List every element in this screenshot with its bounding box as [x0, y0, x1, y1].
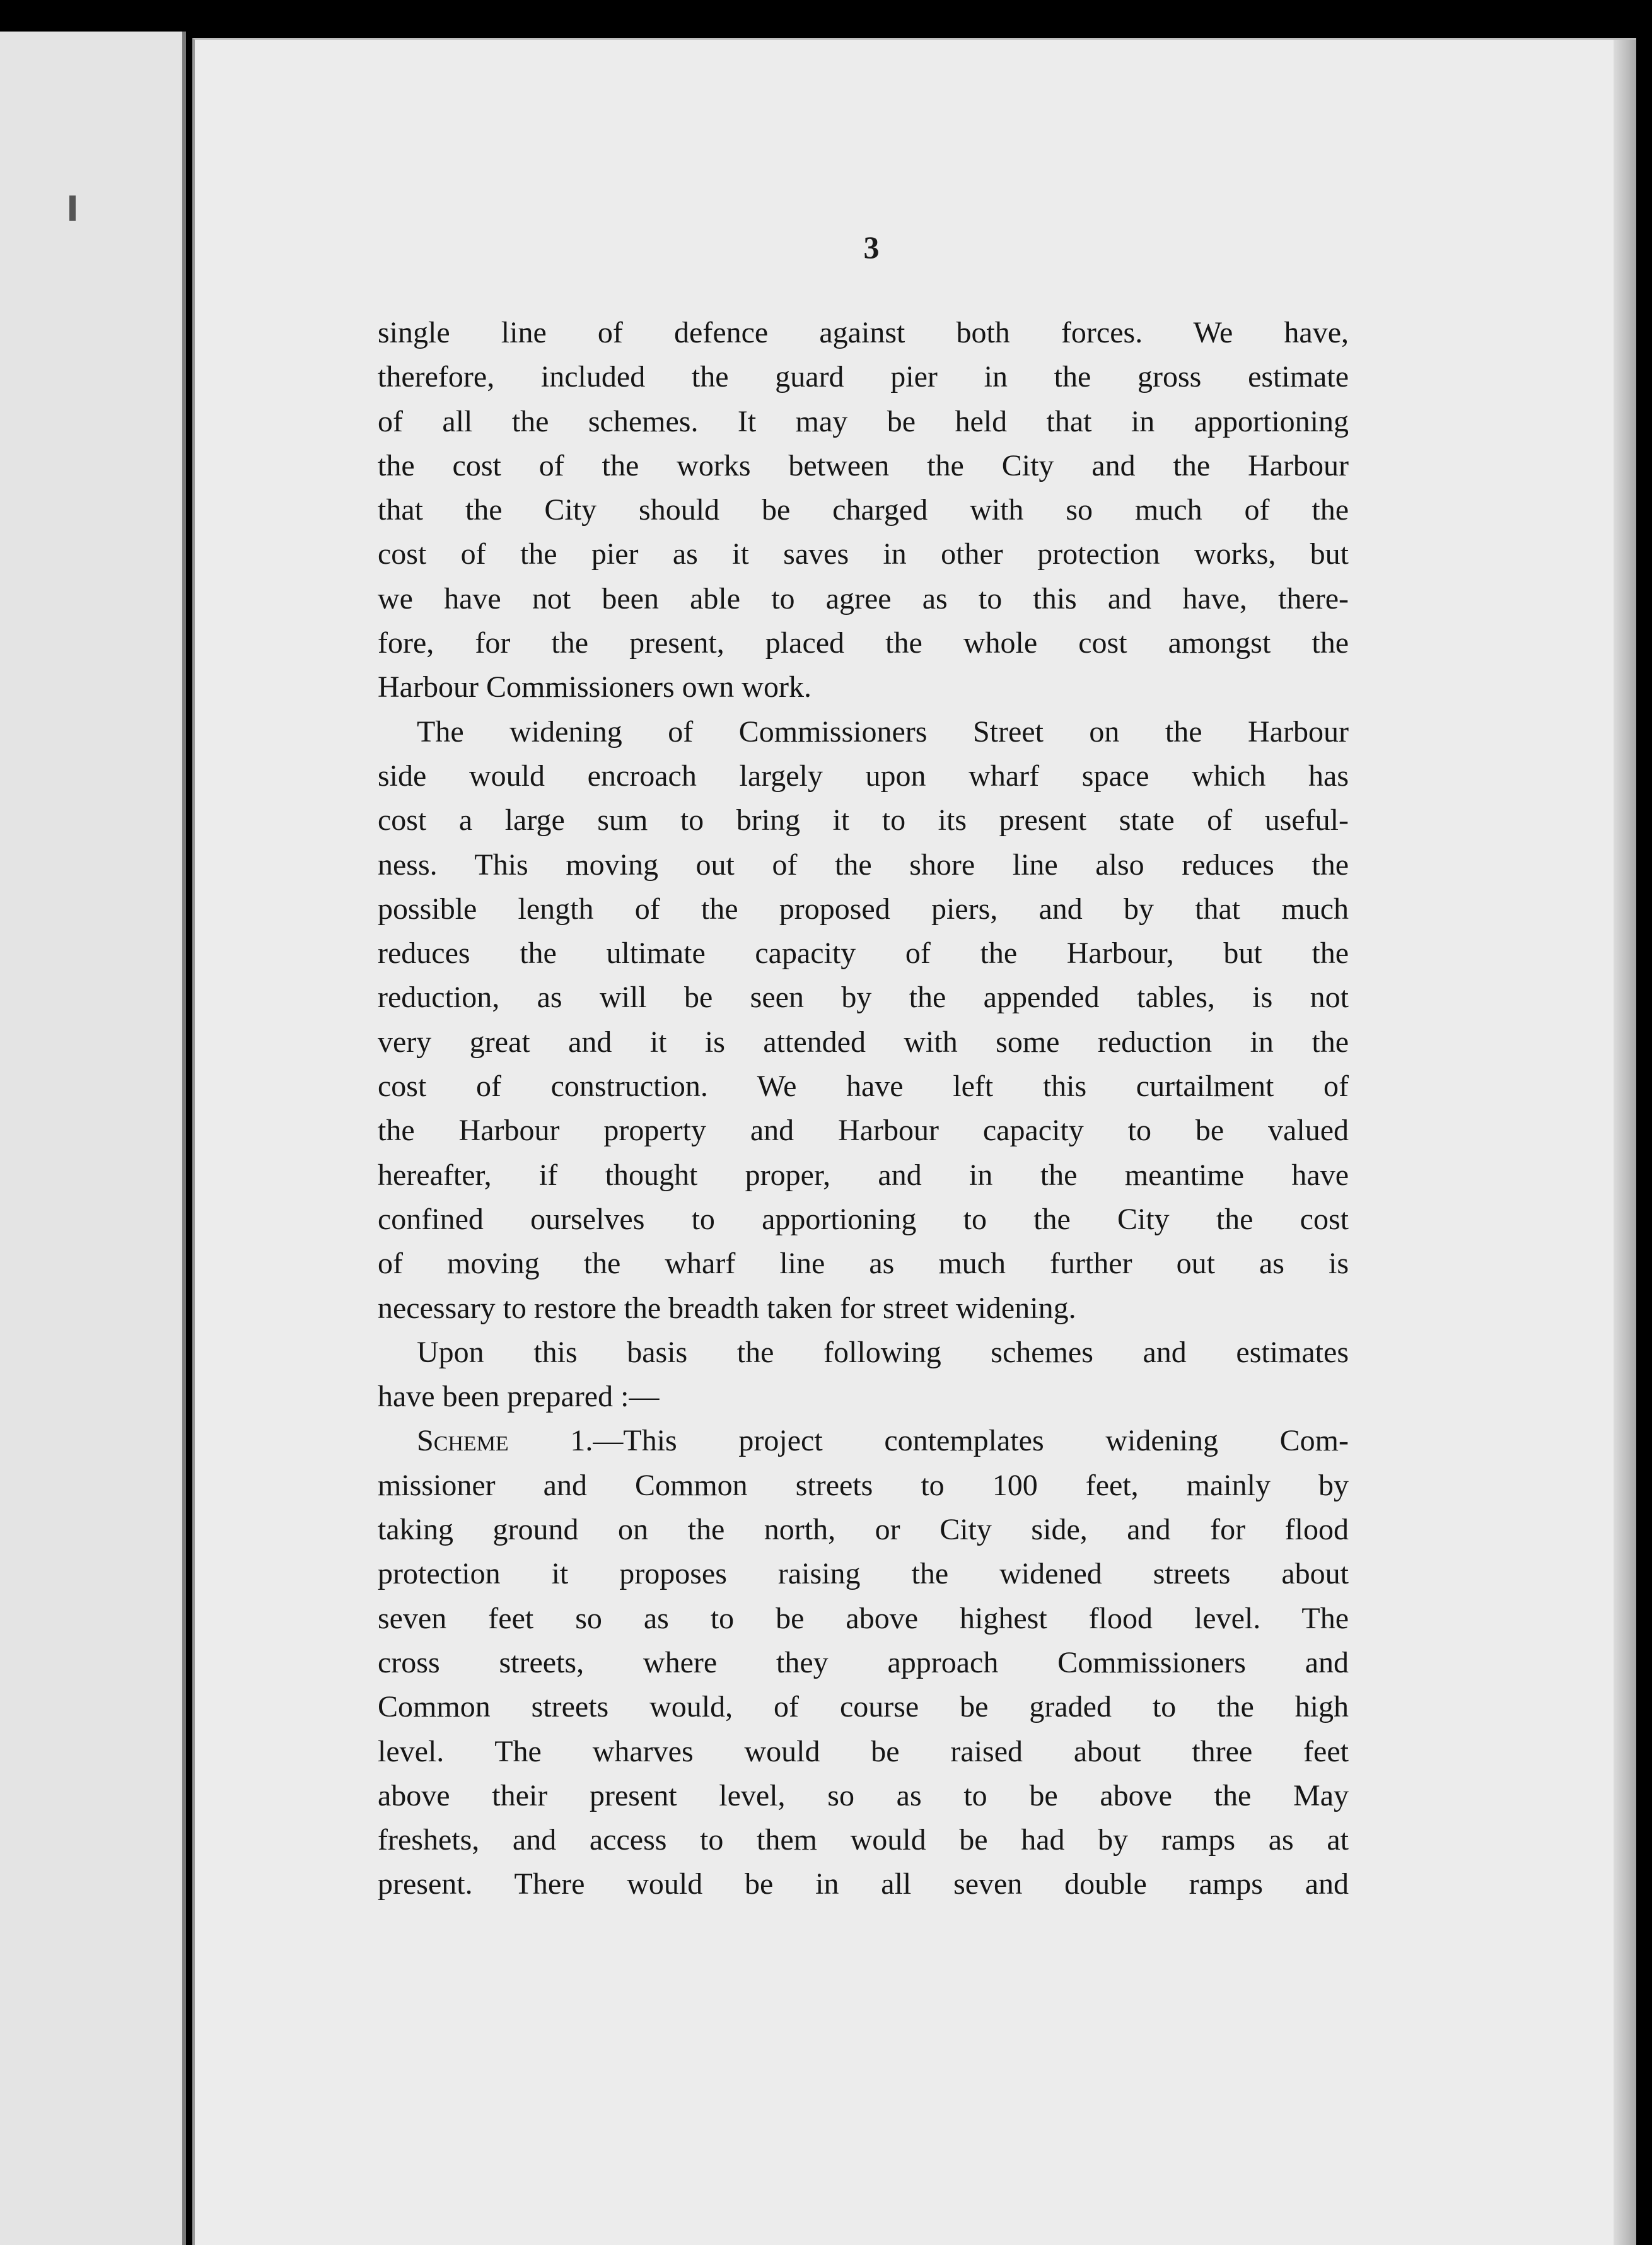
paragraph-1	[378, 311, 1349, 710]
text-line: have been prepared :—	[378, 1380, 660, 1414]
text-line: reduces the ultimate capacity of the Harbour, but the	[378, 936, 1349, 971]
page-number: 3	[863, 230, 880, 265]
book-page	[192, 38, 1636, 2245]
body-text	[378, 311, 1349, 1907]
text-line: taking ground on the north, or City side, and for flood	[378, 1513, 1349, 1547]
paragraph-2	[378, 710, 1349, 1331]
text-line: fore, for the present, placed the whole cost amongst the	[378, 626, 1349, 660]
scheme-heading: Scheme 1.	[417, 1424, 593, 1458]
text-line: hereafter, if thought proper, and in the meantime have	[378, 1158, 1349, 1192]
left-facing-page-edge	[0, 32, 186, 2245]
text-line: level. The wharves would be raised about three feet	[378, 1734, 1349, 1768]
text-line: above their present level, so as to be above the May	[378, 1778, 1349, 1812]
text-line: freshets, and access to them would be had by ramps as at	[378, 1823, 1349, 1857]
text-line: necessary to restore the breadth taken for street widening.	[378, 1291, 1076, 1325]
text-line: The widening of Commissioners Street on the Harbour	[417, 714, 1349, 749]
text-line: side would encroach largely upon wharf space which has	[378, 759, 1349, 793]
text-line: Harbour Commissioners own work.	[378, 670, 811, 704]
text-line: confined ourselves to apportioning to the City the cost	[378, 1202, 1349, 1236]
text-line: Common streets would, of course be graded to the high	[378, 1690, 1349, 1724]
text-line: of moving the wharf line as much further out as is	[378, 1247, 1349, 1281]
left-page-mark	[69, 195, 76, 221]
text-line: cost of construction. We have left this curtailment of	[378, 1070, 1349, 1104]
text-line-with-heading	[378, 1419, 1349, 1463]
text-line: cost a large sum to bring it to its present state of useful-	[378, 803, 1349, 837]
text-line: cross streets, where they approach Commissioners and	[378, 1645, 1349, 1679]
text-line: we have not been able to agree as to this and have, there-	[378, 581, 1349, 615]
text-line: Upon this basis the following schemes and estimates	[417, 1335, 1349, 1369]
text-line: present. There would be in all seven double ramps and	[378, 1867, 1349, 1901]
text-line: missioner and Common streets to 100 feet, mainly by	[378, 1468, 1349, 1502]
text-line: protection it proposes raising the widened streets about	[378, 1557, 1349, 1591]
text-line: that the City should be charged with so much of the	[378, 493, 1349, 527]
text-line: possible length of the proposed piers, and by that much	[378, 892, 1349, 926]
paragraph-3	[378, 1331, 1349, 1420]
text-line: cost of the pier as it saves in other protection works, but	[378, 537, 1349, 571]
text-line: of all the schemes. It may be held that in apportioning	[378, 404, 1349, 438]
page-edge-shadow	[1614, 40, 1636, 2245]
text-line: reduction, as will be seen by the appended tables, is not	[378, 981, 1349, 1015]
text-line: ness. This moving out of the shore line also reduces the	[378, 848, 1349, 882]
paragraph-4	[378, 1419, 1349, 1906]
text-line: very great and it is attended with some reduction in the	[378, 1025, 1349, 1059]
text-line: the cost of the works between the City and the Harbour	[378, 448, 1349, 482]
text-line: the Harbour property and Harbour capacity to be valued	[378, 1114, 1349, 1148]
text-line: single line of defence against both forces. We have,	[378, 316, 1349, 349]
text-line: seven feet so as to be above highest flood level. The	[378, 1601, 1349, 1635]
text-line: therefore, included the guard pier in the gross estimate	[378, 360, 1349, 394]
text-line-rest: —This project contemplates widening Com-	[593, 1424, 1349, 1458]
